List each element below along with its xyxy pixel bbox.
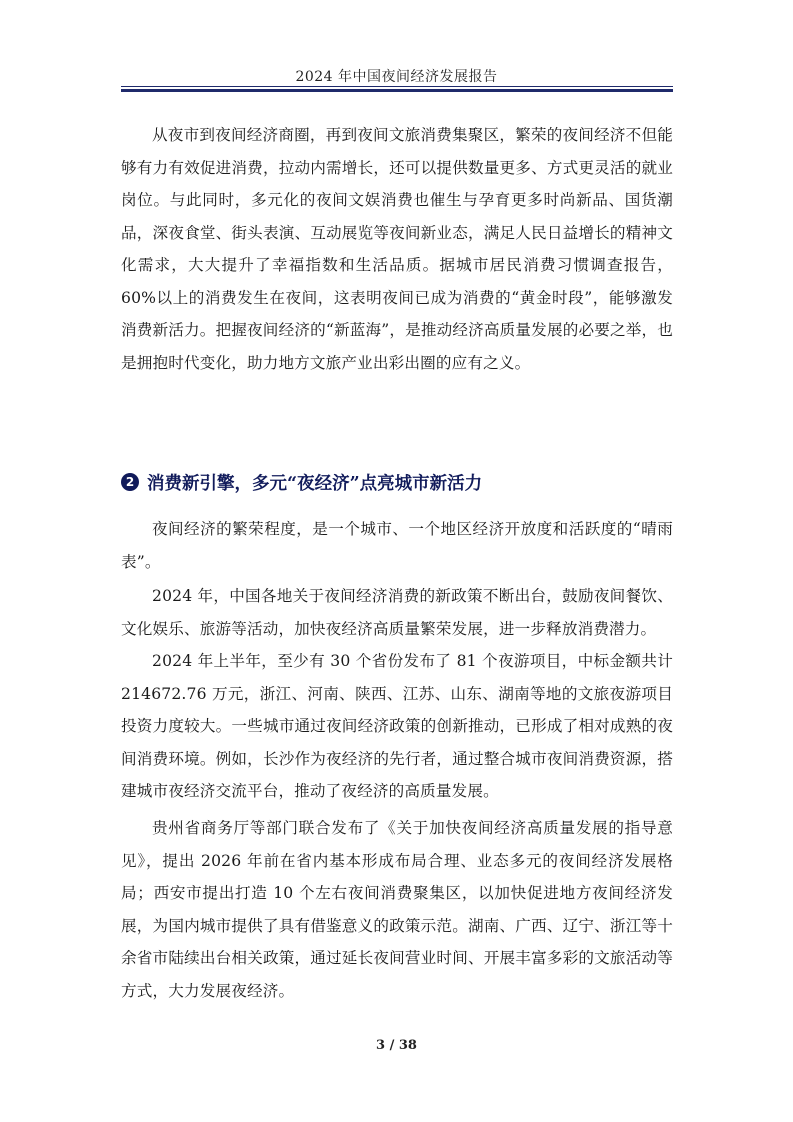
section-number-badge: 2 (121, 473, 139, 491)
report-header-title: 2024 年中国夜间经济发展报告 (295, 69, 498, 85)
intro-paragraph: 从夜市到夜间经济商圈，再到夜间文旅消费集聚区，繁荣的夜间经济不但能够有力有效促进消费，拉动内需增长，还可以提供数量更多、方式更灵活的就业岗位。与此同时，多元化的夜间文娱消费也催生与孕育更多时尚新品、国货潮品，深夜食堂、街头表演、互动展览等夜间新业态，满足人民日益增长的精神文化需求，大大提升了幸福指数和生活品质。据城市居民消费习惯调查报告，60%以上的消费发生在夜间，这表明夜间已成为消费的“黄金时段”，能够激发消费新活力。把握夜间经济的“新蓝海”，是推动经济高质量发展的必要之举，也是拥抱时代变化，助力地方文旅产业出彩出圈的应有之义。 (121, 126, 673, 372)
body-paragraph: 夜间经济的繁荣程度，是一个城市、一个地区经济开放度和活跃度的“晴雨表”。 (121, 520, 673, 571)
body-paragraph: 贵州省商务厅等部门联合发布了《关于加快夜间经济高质量发展的指导意见》，提出 2026 年前在省内基本形成布局合理、业态多元的夜间经济发展格局；西安市提出打造 10 个左右夜间消费聚集区，以加快促进地方夜间经济发展，为国内城市提供了具有借鉴意义的政策示范。湖南、广西、辽宁、浙江等十余省市陆续出台相关政策，通过延长夜间营业时间、开展丰富多彩的文旅活动等方式，大力发展夜经济。 (121, 819, 673, 1000)
page-number: 3 / 38 (376, 1038, 417, 1053)
section-heading (121, 465, 482, 499)
body-paragraph: 2024 年上半年，至少有 30 个省份发布了 81 个夜游项目，中标金额共计 214672.76 万元，浙江、河南、陕西、江苏、山东、湖南等地的文旅夜游项目投资力度较大。一些城市通过夜间经济政策的创新推动，已形成了相对成熟的夜间消费环境。例如，长沙作为夜经济的先行者，通过整合城市夜间消费资源，搭建城市夜经济交流平台，推动了夜经济的高质量发展。 (121, 652, 673, 800)
header-rule-thin (121, 86, 673, 87)
header-rule-thick (121, 89, 673, 92)
section-title: 消费新引擎，多元“夜经济”点亮城市新活力 (147, 473, 483, 494)
body-paragraph: 2024 年，中国各地关于夜间经济消费的新政策不断出台，鼓励夜间餐饮、文化娱乐、旅游等活动，加快夜经济高质量繁荣发展，进一步释放消费潜力。 (121, 587, 673, 638)
